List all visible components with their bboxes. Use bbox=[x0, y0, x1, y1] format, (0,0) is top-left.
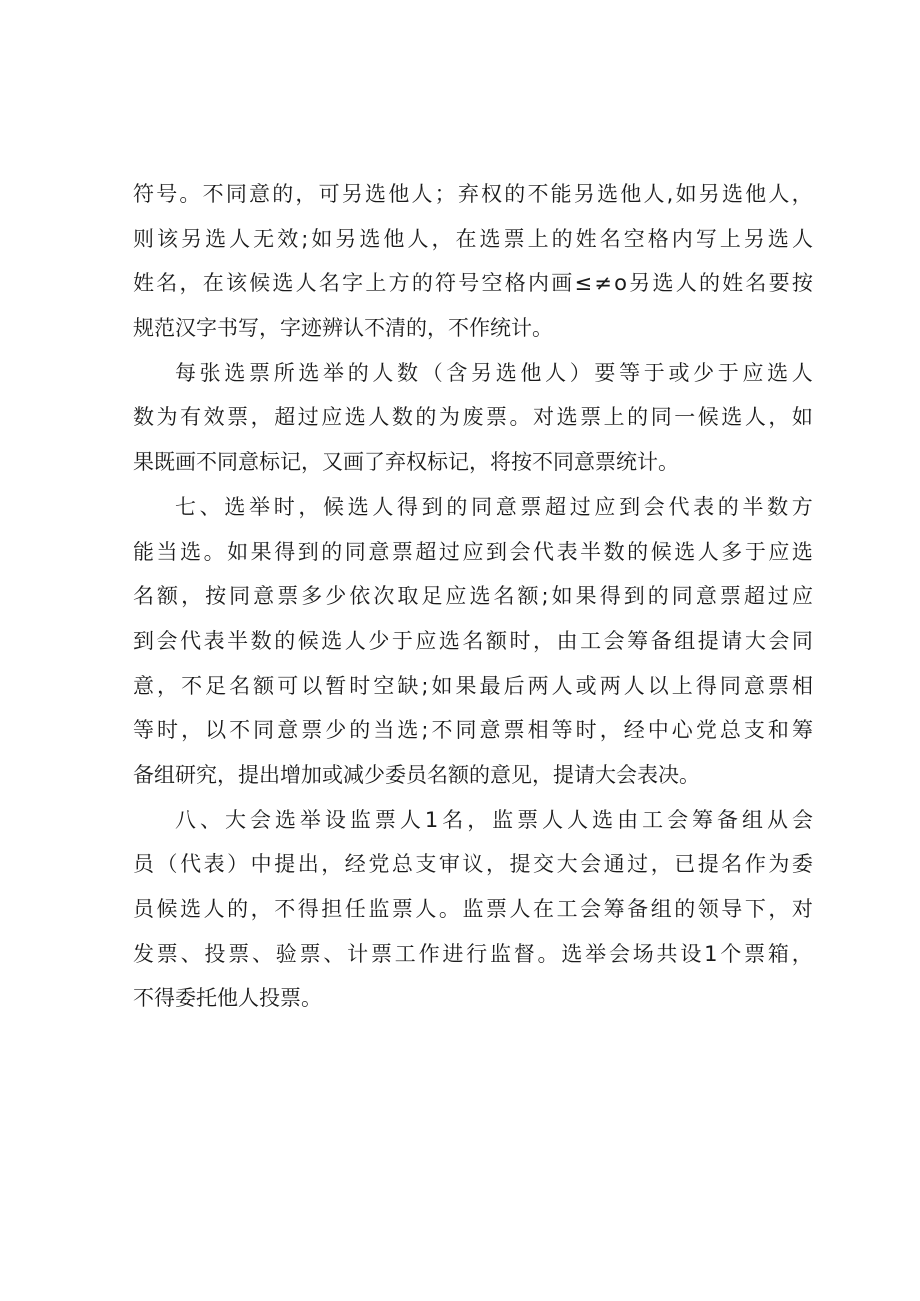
text-line: 备组研究，提出增加或减少委员名额的意见，提请大会表决。 bbox=[133, 762, 700, 787]
text-line: 能 当 选 。 如 果 得 到 的 同 意 票 超 过 应 到 会 代 表 半 数 的 候 选 人 多 于 应 选 bbox=[133, 539, 813, 564]
body-text bbox=[133, 172, 813, 1021]
text-line: 员 候 选 人 的 ， 不 得 担 任 监 票 人 。 监 票 人 在 工 会 筹 备 组 的 领 导 下 ， 对 bbox=[133, 897, 813, 921]
text-line: 等 时 ， 以 不 同 意 票 少 的 当 选 ; 不 同 意 票 相 等 时 ， 经 中 心 党 总 支 和 筹 bbox=[133, 718, 813, 743]
text-line: 果既画不同意标记，又画了弃权标记，将按不同意票统计。 bbox=[133, 450, 679, 475]
text-line: 姓 名 ， 在 该 候 选 人 名 字 上 方 的 符 号 空 格 内 画 ≤ ≠ o 另 选 人 的 姓 名 要 按 bbox=[133, 271, 813, 296]
text-line: 到 会 代 表 半 数 的 候 选 人 少 于 应 选 名 额 时 ， 由 工 会 筹 备 组 提 请 大 会 同 bbox=[133, 628, 813, 653]
text-line: 每 张 选 票 所 选 举 的 人 数 （ 含 另 选 他 人 ） 要 等 于 或 少 于 应 选 人 bbox=[175, 360, 813, 385]
text-line: 则 该 另 选 人 无 效 ; 如 另 选 他 人 ， 在 选 票 上 的 姓 名 空 格 内 写 上 另 选 人 bbox=[133, 226, 813, 251]
text-line: 意 ， 不 足 名 额 可 以 暂 时 空 缺 ; 如 果 最 后 两 人 或 两 人 以 上 得 同 意 票 相 bbox=[133, 673, 813, 698]
text-line: 数 为 有 效 票 ， 超 过 应 选 人 数 的 为 废 票 。 对 选 票 上 的 同 一 候 选 人 ， 如 bbox=[133, 405, 813, 430]
text-line: 八 、 大 会 选 举 设 监 票 人 1 名 ， 监 票 人 人 选 由 工 会 筹 备 组 从 会 bbox=[175, 807, 813, 832]
text-line: 符 号 。 不 同 意 的 ， 可 另 选 他 人 ； 弃 权 的 不 能 另 选 他 人 , 如 另 选 他 人 ， bbox=[133, 182, 813, 206]
text-line: 七 、 选 举 时 ， 候 选 人 得 到 的 同 意 票 超 过 应 到 会 代 表 的 半 数 方 bbox=[175, 494, 813, 519]
text-line: 员 （ 代 表 ） 中 提 出 ， 经 党 总 支 审 议 ， 提 交 大 会 通 过 ， 已 提 名 作 为 委 bbox=[133, 852, 813, 877]
text-line: 不得委托他人投票。 bbox=[133, 986, 322, 1011]
text-line: 发 票 、 投 票 、 验 票 、 计 票 工 作 进 行 监 督 。 选 举 会 场 共 设 1 个 票 箱 ， bbox=[133, 941, 813, 966]
text-line: 规范汉字书写，字迹辨认不清的，不作统计。 bbox=[133, 316, 553, 341]
text-line: 名 额 ， 按 同 意 票 多 少 依 次 取 足 应 选 名 额 ; 如 果 得 到 的 同 意 票 超 过 应 bbox=[133, 584, 813, 609]
